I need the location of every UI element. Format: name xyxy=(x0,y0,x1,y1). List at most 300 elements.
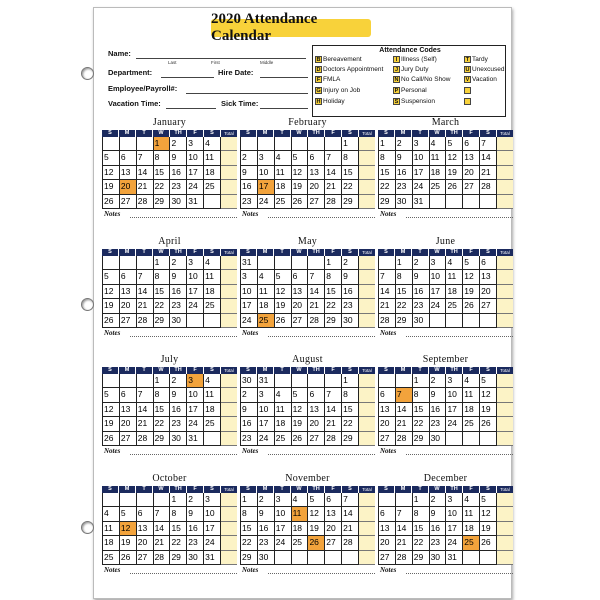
day-cell[interactable]: 10 xyxy=(445,388,462,402)
day-cell[interactable]: 15 xyxy=(153,285,170,299)
day-cell[interactable]: 28 xyxy=(136,195,153,209)
day-cell[interactable]: 26 xyxy=(462,299,479,313)
week-total-cell[interactable] xyxy=(497,403,513,417)
day-cell[interactable]: 26 xyxy=(102,314,119,328)
day-cell[interactable]: 25 xyxy=(445,299,462,313)
day-cell[interactable]: 20 xyxy=(307,417,324,431)
week-total-cell[interactable] xyxy=(497,551,513,565)
day-cell[interactable]: 18 xyxy=(203,166,221,180)
day-cell[interactable]: 11 xyxy=(102,522,119,536)
day-cell[interactable]: 16 xyxy=(240,417,257,431)
day-cell[interactable]: 26 xyxy=(479,536,497,550)
day-cell[interactable]: 19 xyxy=(291,180,308,194)
day-cell[interactable]: 19 xyxy=(119,536,136,550)
week-total-cell[interactable] xyxy=(497,285,513,299)
day-cell[interactable]: 17 xyxy=(203,522,221,536)
week-total-cell[interactable] xyxy=(359,270,375,284)
day-cell[interactable]: 21 xyxy=(136,180,153,194)
week-total-cell[interactable] xyxy=(221,166,237,180)
day-cell[interactable]: 27 xyxy=(119,432,136,446)
day-cell[interactable]: 31 xyxy=(412,195,429,209)
day-cell[interactable]: 5 xyxy=(102,270,119,284)
day-cell[interactable]: 12 xyxy=(102,166,119,180)
day-cell[interactable]: 6 xyxy=(291,270,308,284)
day-cell[interactable]: 25 xyxy=(257,314,274,328)
notes-row[interactable] xyxy=(240,446,375,458)
day-cell[interactable]: 9 xyxy=(341,270,359,284)
day-cell[interactable]: 31 xyxy=(445,551,462,565)
day-cell[interactable]: 17 xyxy=(257,417,274,431)
day-cell[interactable]: 11 xyxy=(274,166,291,180)
day-cell[interactable]: 9 xyxy=(240,403,257,417)
week-total-cell[interactable] xyxy=(221,256,237,270)
day-cell[interactable]: 20 xyxy=(136,536,153,550)
day-cell[interactable]: 29 xyxy=(412,432,429,446)
day-cell[interactable]: 11 xyxy=(274,403,291,417)
day-cell[interactable]: 6 xyxy=(479,256,497,270)
day-cell[interactable]: 9 xyxy=(395,151,412,165)
day-cell[interactable]: 21 xyxy=(324,180,341,194)
day-cell[interactable]: 2 xyxy=(169,137,186,151)
day-cell[interactable]: 11 xyxy=(291,507,308,521)
day-cell[interactable]: 22 xyxy=(240,536,257,550)
day-cell[interactable]: 14 xyxy=(324,166,341,180)
day-cell[interactable]: 22 xyxy=(153,180,170,194)
day-cell[interactable]: 28 xyxy=(378,314,395,328)
day-cell[interactable]: 14 xyxy=(378,285,395,299)
week-total-cell[interactable] xyxy=(221,507,237,521)
day-cell[interactable]: 6 xyxy=(324,493,341,507)
day-cell[interactable]: 29 xyxy=(341,195,359,209)
day-cell[interactable]: 15 xyxy=(240,522,257,536)
day-cell[interactable]: 25 xyxy=(102,551,119,565)
day-cell[interactable]: 16 xyxy=(341,285,359,299)
day-cell[interactable]: 19 xyxy=(102,299,119,313)
day-cell[interactable]: 5 xyxy=(307,493,324,507)
day-cell[interactable]: 15 xyxy=(324,285,341,299)
day-cell[interactable]: 8 xyxy=(412,507,429,521)
week-total-cell[interactable] xyxy=(221,137,237,151)
day-cell[interactable]: 17 xyxy=(186,166,203,180)
day-cell[interactable]: 20 xyxy=(119,299,136,313)
day-cell[interactable]: 29 xyxy=(169,551,186,565)
day-cell[interactable]: 3 xyxy=(257,388,274,402)
day-cell[interactable]: 16 xyxy=(257,522,274,536)
day-cell[interactable]: 5 xyxy=(445,137,462,151)
day-cell[interactable]: 28 xyxy=(324,195,341,209)
day-cell[interactable]: 10 xyxy=(429,270,446,284)
day-cell[interactable]: 19 xyxy=(102,417,119,431)
day-cell[interactable]: 20 xyxy=(119,180,136,194)
week-total-cell[interactable] xyxy=(359,493,375,507)
day-cell[interactable]: 29 xyxy=(395,314,412,328)
week-total-cell[interactable] xyxy=(359,507,375,521)
day-cell[interactable]: 2 xyxy=(186,493,203,507)
week-total-cell[interactable] xyxy=(497,166,513,180)
day-cell[interactable]: 22 xyxy=(395,299,412,313)
day-cell[interactable]: 12 xyxy=(274,285,291,299)
week-total-cell[interactable] xyxy=(221,551,237,565)
week-total-cell[interactable] xyxy=(359,432,375,446)
department-line[interactable] xyxy=(161,77,214,78)
day-cell[interactable]: 10 xyxy=(240,285,257,299)
day-cell[interactable]: 7 xyxy=(395,388,412,402)
day-cell[interactable]: 21 xyxy=(153,536,170,550)
day-cell[interactable]: 9 xyxy=(186,507,203,521)
day-cell[interactable]: 24 xyxy=(186,299,203,313)
day-cell[interactable]: 4 xyxy=(429,137,446,151)
day-cell[interactable]: 13 xyxy=(136,522,153,536)
day-cell[interactable]: 10 xyxy=(412,151,429,165)
day-cell[interactable]: 5 xyxy=(462,256,479,270)
day-cell[interactable]: 17 xyxy=(257,180,274,194)
day-cell[interactable]: 7 xyxy=(136,270,153,284)
day-cell[interactable]: 17 xyxy=(186,403,203,417)
day-cell[interactable]: 17 xyxy=(445,522,462,536)
day-cell[interactable]: 30 xyxy=(257,551,274,565)
day-cell[interactable]: 26 xyxy=(274,314,291,328)
day-cell[interactable]: 21 xyxy=(136,417,153,431)
day-cell[interactable]: 7 xyxy=(395,507,412,521)
day-cell[interactable]: 9 xyxy=(169,270,186,284)
day-cell[interactable]: 29 xyxy=(153,314,170,328)
day-cell[interactable]: 23 xyxy=(341,299,359,313)
week-total-cell[interactable] xyxy=(359,522,375,536)
day-cell[interactable]: 6 xyxy=(136,507,153,521)
day-cell[interactable]: 23 xyxy=(412,299,429,313)
day-cell[interactable]: 4 xyxy=(257,270,274,284)
day-cell[interactable]: 2 xyxy=(341,256,359,270)
day-cell[interactable]: 18 xyxy=(445,285,462,299)
day-cell[interactable]: 14 xyxy=(324,403,341,417)
day-cell[interactable]: 1 xyxy=(169,493,186,507)
day-cell[interactable]: 1 xyxy=(324,256,341,270)
day-cell[interactable]: 26 xyxy=(479,417,497,431)
day-cell[interactable]: 7 xyxy=(136,151,153,165)
day-cell[interactable]: 19 xyxy=(462,285,479,299)
hire-date-line[interactable] xyxy=(260,77,308,78)
day-cell[interactable]: 16 xyxy=(186,522,203,536)
notes-row[interactable] xyxy=(378,328,513,340)
day-cell[interactable]: 11 xyxy=(462,507,479,521)
day-cell[interactable]: 30 xyxy=(169,195,186,209)
day-cell[interactable]: 3 xyxy=(445,493,462,507)
day-cell[interactable]: 5 xyxy=(102,151,119,165)
day-cell[interactable]: 15 xyxy=(378,166,395,180)
day-cell[interactable]: 25 xyxy=(291,536,308,550)
day-cell[interactable]: 21 xyxy=(395,536,412,550)
week-total-cell[interactable] xyxy=(221,314,237,328)
week-total-cell[interactable] xyxy=(221,270,237,284)
day-cell[interactable]: 29 xyxy=(324,314,341,328)
day-cell[interactable]: 5 xyxy=(274,270,291,284)
day-cell[interactable]: 10 xyxy=(186,270,203,284)
day-cell[interactable]: 31 xyxy=(186,195,203,209)
notes-row[interactable] xyxy=(102,565,237,577)
day-cell[interactable]: 16 xyxy=(395,166,412,180)
week-total-cell[interactable] xyxy=(221,195,237,209)
day-cell[interactable]: 17 xyxy=(412,166,429,180)
day-cell[interactable]: 11 xyxy=(429,151,446,165)
day-cell[interactable]: 15 xyxy=(153,403,170,417)
week-total-cell[interactable] xyxy=(497,536,513,550)
employee-line[interactable] xyxy=(186,93,308,94)
day-cell[interactable]: 3 xyxy=(186,256,203,270)
day-cell[interactable]: 10 xyxy=(257,166,274,180)
day-cell[interactable]: 27 xyxy=(479,299,497,313)
day-cell[interactable]: 2 xyxy=(395,137,412,151)
vacation-line[interactable] xyxy=(166,108,216,109)
day-cell[interactable]: 21 xyxy=(395,417,412,431)
day-cell[interactable]: 24 xyxy=(257,432,274,446)
day-cell[interactable]: 30 xyxy=(341,314,359,328)
week-total-cell[interactable] xyxy=(359,137,375,151)
day-cell[interactable]: 2 xyxy=(257,493,274,507)
day-cell[interactable]: 8 xyxy=(324,270,341,284)
day-cell[interactable]: 4 xyxy=(203,137,221,151)
week-total-cell[interactable] xyxy=(359,374,375,388)
day-cell[interactable]: 1 xyxy=(153,374,170,388)
day-cell[interactable]: 19 xyxy=(479,403,497,417)
day-cell[interactable]: 21 xyxy=(479,166,497,180)
day-cell[interactable]: 14 xyxy=(395,522,412,536)
day-cell[interactable]: 11 xyxy=(257,285,274,299)
day-cell[interactable]: 8 xyxy=(153,388,170,402)
day-cell[interactable]: 1 xyxy=(412,493,429,507)
day-cell[interactable]: 19 xyxy=(479,522,497,536)
day-cell[interactable]: 15 xyxy=(412,522,429,536)
day-cell[interactable]: 24 xyxy=(203,536,221,550)
day-cell[interactable]: 27 xyxy=(378,551,395,565)
day-cell[interactable]: 5 xyxy=(119,507,136,521)
day-cell[interactable]: 6 xyxy=(462,137,479,151)
day-cell[interactable]: 28 xyxy=(153,551,170,565)
day-cell[interactable]: 24 xyxy=(257,195,274,209)
day-cell[interactable]: 9 xyxy=(240,166,257,180)
day-cell[interactable]: 5 xyxy=(102,388,119,402)
day-cell[interactable]: 18 xyxy=(274,180,291,194)
day-cell[interactable]: 23 xyxy=(429,536,446,550)
day-cell[interactable]: 26 xyxy=(291,195,308,209)
day-cell[interactable]: 12 xyxy=(291,403,308,417)
day-cell[interactable]: 8 xyxy=(153,270,170,284)
day-cell[interactable]: 3 xyxy=(412,137,429,151)
day-cell[interactable]: 24 xyxy=(186,180,203,194)
day-cell[interactable]: 6 xyxy=(307,388,324,402)
day-cell[interactable]: 27 xyxy=(136,551,153,565)
week-total-cell[interactable] xyxy=(359,195,375,209)
day-cell[interactable]: 22 xyxy=(324,299,341,313)
day-cell[interactable]: 4 xyxy=(274,151,291,165)
day-cell[interactable]: 13 xyxy=(119,166,136,180)
day-cell[interactable]: 22 xyxy=(341,417,359,431)
day-cell[interactable]: 12 xyxy=(102,403,119,417)
week-total-cell[interactable] xyxy=(221,432,237,446)
week-total-cell[interactable] xyxy=(497,314,513,328)
day-cell[interactable]: 18 xyxy=(462,522,479,536)
week-total-cell[interactable] xyxy=(359,166,375,180)
day-cell[interactable]: 30 xyxy=(169,432,186,446)
day-cell[interactable]: 1 xyxy=(412,374,429,388)
day-cell[interactable]: 27 xyxy=(324,536,341,550)
notes-row[interactable] xyxy=(240,328,375,340)
day-cell[interactable]: 13 xyxy=(291,285,308,299)
day-cell[interactable]: 28 xyxy=(395,551,412,565)
day-cell[interactable]: 1 xyxy=(153,256,170,270)
day-cell[interactable]: 7 xyxy=(136,388,153,402)
day-cell[interactable]: 4 xyxy=(102,507,119,521)
day-cell[interactable]: 27 xyxy=(462,180,479,194)
day-cell[interactable]: 29 xyxy=(412,551,429,565)
day-cell[interactable]: 28 xyxy=(479,180,497,194)
week-total-cell[interactable] xyxy=(221,388,237,402)
day-cell[interactable]: 16 xyxy=(429,522,446,536)
day-cell[interactable]: 14 xyxy=(341,507,359,521)
day-cell[interactable]: 13 xyxy=(119,403,136,417)
day-cell[interactable]: 22 xyxy=(412,417,429,431)
day-cell[interactable]: 20 xyxy=(307,180,324,194)
day-cell[interactable]: 23 xyxy=(240,432,257,446)
day-cell[interactable]: 23 xyxy=(169,180,186,194)
day-cell[interactable]: 12 xyxy=(479,507,497,521)
day-cell[interactable]: 13 xyxy=(479,270,497,284)
day-cell[interactable]: 10 xyxy=(186,151,203,165)
day-cell[interactable]: 9 xyxy=(169,388,186,402)
week-total-cell[interactable] xyxy=(359,403,375,417)
week-total-cell[interactable] xyxy=(497,195,513,209)
day-cell[interactable]: 25 xyxy=(462,417,479,431)
day-cell[interactable]: 30 xyxy=(412,314,429,328)
day-cell[interactable]: 6 xyxy=(119,151,136,165)
day-cell[interactable]: 3 xyxy=(445,374,462,388)
day-cell[interactable]: 11 xyxy=(203,388,221,402)
sick-line[interactable] xyxy=(260,108,308,109)
day-cell[interactable]: 7 xyxy=(341,493,359,507)
day-cell[interactable]: 11 xyxy=(203,270,221,284)
day-cell[interactable]: 16 xyxy=(169,285,186,299)
day-cell[interactable]: 9 xyxy=(257,507,274,521)
day-cell[interactable]: 16 xyxy=(169,166,186,180)
day-cell[interactable]: 17 xyxy=(240,299,257,313)
day-cell[interactable]: 17 xyxy=(429,285,446,299)
day-cell[interactable]: 12 xyxy=(445,151,462,165)
day-cell[interactable]: 9 xyxy=(429,507,446,521)
day-cell[interactable]: 30 xyxy=(395,195,412,209)
day-cell[interactable]: 9 xyxy=(412,270,429,284)
day-cell[interactable]: 31 xyxy=(203,551,221,565)
day-cell[interactable]: 18 xyxy=(102,536,119,550)
day-cell[interactable]: 3 xyxy=(429,256,446,270)
week-total-cell[interactable] xyxy=(497,151,513,165)
day-cell[interactable]: 12 xyxy=(307,507,324,521)
day-cell[interactable]: 12 xyxy=(462,270,479,284)
day-cell[interactable]: 10 xyxy=(186,388,203,402)
day-cell[interactable]: 28 xyxy=(136,432,153,446)
day-cell[interactable]: 26 xyxy=(291,432,308,446)
day-cell[interactable]: 26 xyxy=(102,195,119,209)
day-cell[interactable]: 21 xyxy=(307,299,324,313)
day-cell[interactable]: 2 xyxy=(412,256,429,270)
day-cell[interactable]: 4 xyxy=(462,374,479,388)
day-cell[interactable]: 10 xyxy=(445,507,462,521)
week-total-cell[interactable] xyxy=(221,493,237,507)
week-total-cell[interactable] xyxy=(497,388,513,402)
day-cell[interactable]: 7 xyxy=(307,270,324,284)
day-cell[interactable]: 19 xyxy=(102,180,119,194)
week-total-cell[interactable] xyxy=(359,256,375,270)
day-cell[interactable]: 25 xyxy=(274,195,291,209)
day-cell[interactable]: 3 xyxy=(274,493,291,507)
day-cell[interactable]: 12 xyxy=(479,388,497,402)
week-total-cell[interactable] xyxy=(497,432,513,446)
day-cell[interactable]: 11 xyxy=(462,388,479,402)
day-cell[interactable]: 25 xyxy=(462,536,479,550)
day-cell[interactable]: 20 xyxy=(324,522,341,536)
notes-row[interactable] xyxy=(378,209,513,221)
day-cell[interactable]: 23 xyxy=(186,536,203,550)
day-cell[interactable]: 15 xyxy=(395,285,412,299)
day-cell[interactable]: 17 xyxy=(274,522,291,536)
day-cell[interactable]: 31 xyxy=(240,256,257,270)
day-cell[interactable]: 3 xyxy=(240,270,257,284)
day-cell[interactable]: 14 xyxy=(307,285,324,299)
week-total-cell[interactable] xyxy=(221,285,237,299)
day-cell[interactable]: 23 xyxy=(169,417,186,431)
day-cell[interactable]: 2 xyxy=(169,374,186,388)
day-cell[interactable]: 24 xyxy=(412,180,429,194)
day-cell[interactable]: 15 xyxy=(341,166,359,180)
day-cell[interactable]: 8 xyxy=(395,270,412,284)
day-cell[interactable]: 28 xyxy=(341,536,359,550)
day-cell[interactable]: 2 xyxy=(429,374,446,388)
day-cell[interactable]: 1 xyxy=(240,493,257,507)
day-cell[interactable]: 26 xyxy=(445,180,462,194)
day-cell[interactable]: 3 xyxy=(186,374,203,388)
day-cell[interactable]: 6 xyxy=(307,151,324,165)
day-cell[interactable]: 22 xyxy=(153,417,170,431)
day-cell[interactable]: 18 xyxy=(291,522,308,536)
day-cell[interactable]: 14 xyxy=(136,403,153,417)
day-cell[interactable]: 4 xyxy=(462,493,479,507)
day-cell[interactable]: 3 xyxy=(257,151,274,165)
day-cell[interactable]: 2 xyxy=(240,151,257,165)
day-cell[interactable]: 25 xyxy=(203,180,221,194)
day-cell[interactable]: 12 xyxy=(119,522,136,536)
day-cell[interactable]: 7 xyxy=(324,388,341,402)
day-cell[interactable]: 19 xyxy=(445,166,462,180)
day-cell[interactable]: 23 xyxy=(240,195,257,209)
day-cell[interactable]: 28 xyxy=(324,432,341,446)
day-cell[interactable]: 6 xyxy=(119,270,136,284)
day-cell[interactable]: 25 xyxy=(203,417,221,431)
week-total-cell[interactable] xyxy=(221,417,237,431)
day-cell[interactable]: 5 xyxy=(291,388,308,402)
day-cell[interactable]: 29 xyxy=(240,551,257,565)
day-cell[interactable]: 20 xyxy=(291,299,308,313)
day-cell[interactable]: 27 xyxy=(291,314,308,328)
day-cell[interactable]: 19 xyxy=(274,299,291,313)
day-cell[interactable]: 7 xyxy=(324,151,341,165)
day-cell[interactable]: 4 xyxy=(203,256,221,270)
day-cell[interactable]: 3 xyxy=(186,137,203,151)
day-cell[interactable]: 20 xyxy=(378,417,395,431)
notes-row[interactable] xyxy=(240,209,375,221)
day-cell[interactable]: 16 xyxy=(169,403,186,417)
day-cell[interactable]: 8 xyxy=(341,151,359,165)
day-cell[interactable]: 23 xyxy=(395,180,412,194)
day-cell[interactable]: 16 xyxy=(240,180,257,194)
day-cell[interactable]: 22 xyxy=(169,536,186,550)
